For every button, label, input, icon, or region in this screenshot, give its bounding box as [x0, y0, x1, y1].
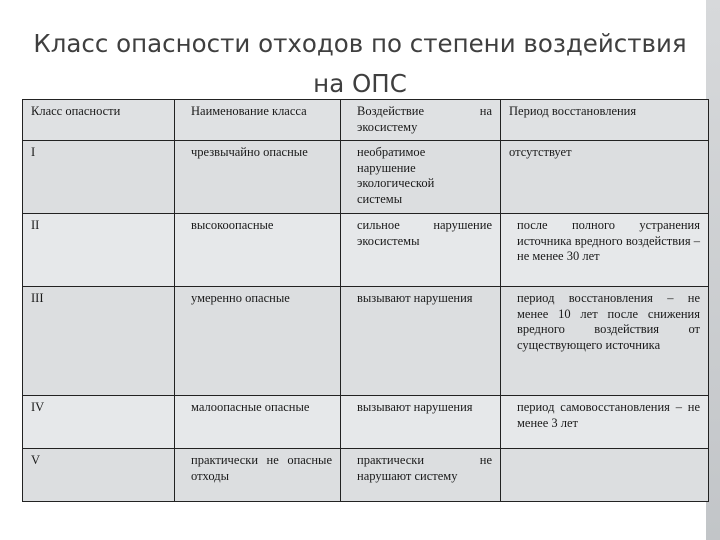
table-cell: практически не нарушают систему: [341, 449, 501, 502]
table-cell: малоопасные опасные: [175, 396, 341, 449]
header-cell: Класс опасности: [23, 100, 175, 141]
table-cell: сильное нарушение экосистемы: [341, 214, 501, 287]
table-cell: после полного устранения источника вредного воздействия – не менее 30 лет: [501, 214, 709, 287]
table-cell: умеренно опасные: [175, 287, 341, 396]
slide-title-line-2: на ОПС: [313, 69, 407, 98]
header-cell: Наименование класса: [175, 100, 341, 141]
table-cell: IV: [23, 396, 175, 449]
table-row: [23, 214, 709, 287]
table-cell: вызывают нарушения: [341, 396, 501, 449]
hazard-class-table: [22, 99, 709, 502]
table-cell: V: [23, 449, 175, 502]
table-cell: [501, 449, 709, 502]
table-header-row: [23, 100, 709, 141]
table-row: [23, 141, 709, 214]
table-cell: вызывают нарушения: [341, 287, 501, 396]
slide-title-line-1: Класс опасности отходов по степени воздействия: [33, 29, 687, 58]
header-cell: Воздействие на экосистему: [341, 100, 501, 141]
table-cell: II: [23, 214, 175, 287]
table-cell: высокоопасные: [175, 214, 341, 287]
table-cell: III: [23, 287, 175, 396]
table-cell: отсутствует: [501, 141, 709, 214]
table-row: [23, 449, 709, 502]
table-cell: I: [23, 141, 175, 214]
table-cell: период самовосстановления – не менее 3 лет: [501, 396, 709, 449]
table-cell: практически не опасные отходы: [175, 449, 341, 502]
header-cell: Период восстановления: [501, 100, 709, 141]
table-row: [23, 396, 709, 449]
table-row: [23, 287, 709, 396]
table-cell: чрезвычайно опасные: [175, 141, 341, 214]
slide-title: [0, 24, 720, 104]
table-cell: период восстановления – не менее 10 лет после снижения вредного воздействия от существующего источника: [501, 287, 709, 396]
table-cell: необратимое нарушение экологической системы: [341, 141, 501, 214]
